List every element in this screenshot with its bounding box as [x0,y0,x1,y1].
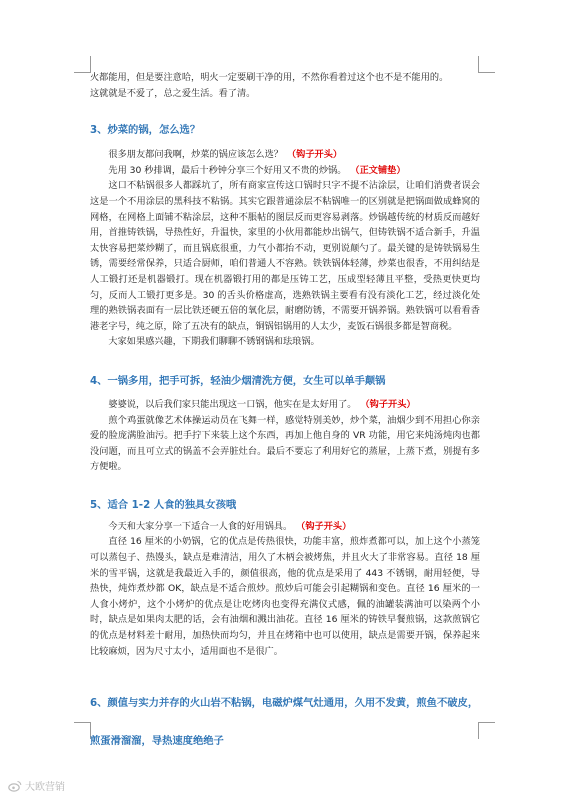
section-5-heading: 5、适合 1-2 人食的独具女孩哦 [90,498,237,511]
hook-tag: （钩子开头） [360,398,416,410]
page-corner-mark-bottom-right [478,722,495,739]
hook-tag: （钩子开头） [296,520,352,532]
page-corner-mark-top-left [74,56,91,73]
weibo-icon [8,780,22,792]
section-3-heading: 3、炒菜的锅，怎么选？ [90,124,201,137]
hook-tag: （钩子开头） [286,149,343,161]
page-corner-mark-top-right [478,56,495,73]
section-4-heading: 4、一锅多用，把手可拆，轻油少烟清洗方便，女生可以单手颠锅 [90,374,386,387]
page-corner-mark-bottom-left [74,722,91,739]
intro-line-2: 这就就是不爱了，总之爱生活。看了清。 [90,87,256,99]
paragraph-text: 很多朋友都问我啊，炒菜的锅应该怎么选？ [108,149,283,161]
paragraph-text: 先用 30 秒排调，最后十秒钟分享三个好用又不贵的炒锅。 [108,164,347,176]
watermark-text: 大欧营销 [25,782,65,793]
section-4-paragraph-2: 煎个鸡蛋就像艺术体操运动员在飞舞一样，感觉特别美妙，炒个菜，油烟少到不用担心你亲爱的脸庞满脸油污。把手拧下来装上这个东西，再加上他自身的 VR 功能，用它来炖汤炖肉也都没问题，而且可立式的锅盖不会弄脏灶台。最后不要忘了利用好它的蒸屉，上蒸下煮，别提有多方便啦。 [90,414,480,473]
intro-line-1: 火都能用，但是要注意哈，明火一定要刷干净的用，不然你看着过这个也不是不能用的。 [90,72,449,83]
section-5-paragraph-2: 直径 16 厘米的小奶锅，它的优点是传热很快，功能丰富，煎炸煮都可以，加上这个小蒸笼可以蒸包子、热馒头，缺点是难清洁，用久了木柄会被烤焦，并且火大了非常容易。直径 18 厘米的雪平锅，这就是我最近入手的，颜值很高，他的优点是采用了 443 不锈钢，耐用轻便，导热快，炖炸煮炒都 OK，缺点是不适合煎炒。煎炒后可能会引起糊锅和变色。直径 16 厘米的一人食小烤炉，这个小烤炉的优点是让吃烤肉也变得充满仪式感，佩的油罐装满油可以染两个小时，缺点是如果肉太肥的话，会有油烟和溅出油花。直径 16 厘米的铸铁早餐煎锅，这款煎锅它的优点是材料差十耐用，加热快而均匀，并且在烤箱中也可以使用，缺点是需要开锅，保养起来比较麻烦，因为尺寸太小，适用面也不是很广。 [90,536,480,657]
section-3-paragraph-2 [90,163,480,179]
paragraph-text: 婆婆说，以后我们家只能出现这一口锅，他实在是太好用了。 [108,398,357,410]
section-6-heading: 6、颜值与实力并存的火山岩不粘锅，电磁炉煤气灶通用，久用不发黄，煎鱼不破皮，煎蛋滑溜溜，导热速度绝绝子 [90,697,479,748]
section-3-paragraph-1 [90,147,480,163]
paragraph-text: 今天和大家分享一下适合一人食的好用锅具。 [108,520,293,532]
body-tag: （正文铺垫） [350,164,406,176]
section-5-paragraph-1 [90,519,480,535]
section-3-paragraph-4: 大家如果感兴趣，下期我们聊聊不锈钢锅和珐琅锅。 [108,336,320,348]
document-body[interactable] [90,70,480,760]
watermark [8,778,65,793]
section-4-paragraph-1 [90,397,480,413]
section-3-paragraph-3: 这口不粘锅很多人都踩坑了，所有商家宣传这口锅时只字不提不沾涂层，让咱们消费者误会这是一个不用涂层的黑科技不粘锅。其实它跟普通涂层不粘锅唯一的区别就是把锅面做成蜂窝的网格，在网格上面铺不粘涂层，这种不脹帖的图层反而更容易剥落。炒锅越传统的材质反而越好用，首推铸铁锅，导热性好，升温快，家里的小伙用都能炒出锅气，但铸铁锅不适合新手，升温太快容易把菜炒糊了，而且锅底很重，力气小都抬不动，更别说颠勺了。最关键的是铸铁锅易生锈，需要经常保养，只适合厨师，咱们普通人不容熟。铁铁锅体轻薄，炒菜也很香，不用纠结是人工锻打还是机器锻打。现在机器锻打用的都是压铸工艺，压成型轻薄且平整，受热更快更均匀，反而人工锻打更多是。30 的舌头价格虚高，选熟铁锅主要看有没有淡化工艺，经过淡化处理的熟铁锅表面有一层比铁还硬五倍的氧化层，耐磨防锈，不需要开锅养锅。熟铁锅可以看看香港老字号，纯之原，除了五决有的缺点，铜锅铝锅用的人太少，麦饭石锅很多都是智商税。 [90,180,480,332]
